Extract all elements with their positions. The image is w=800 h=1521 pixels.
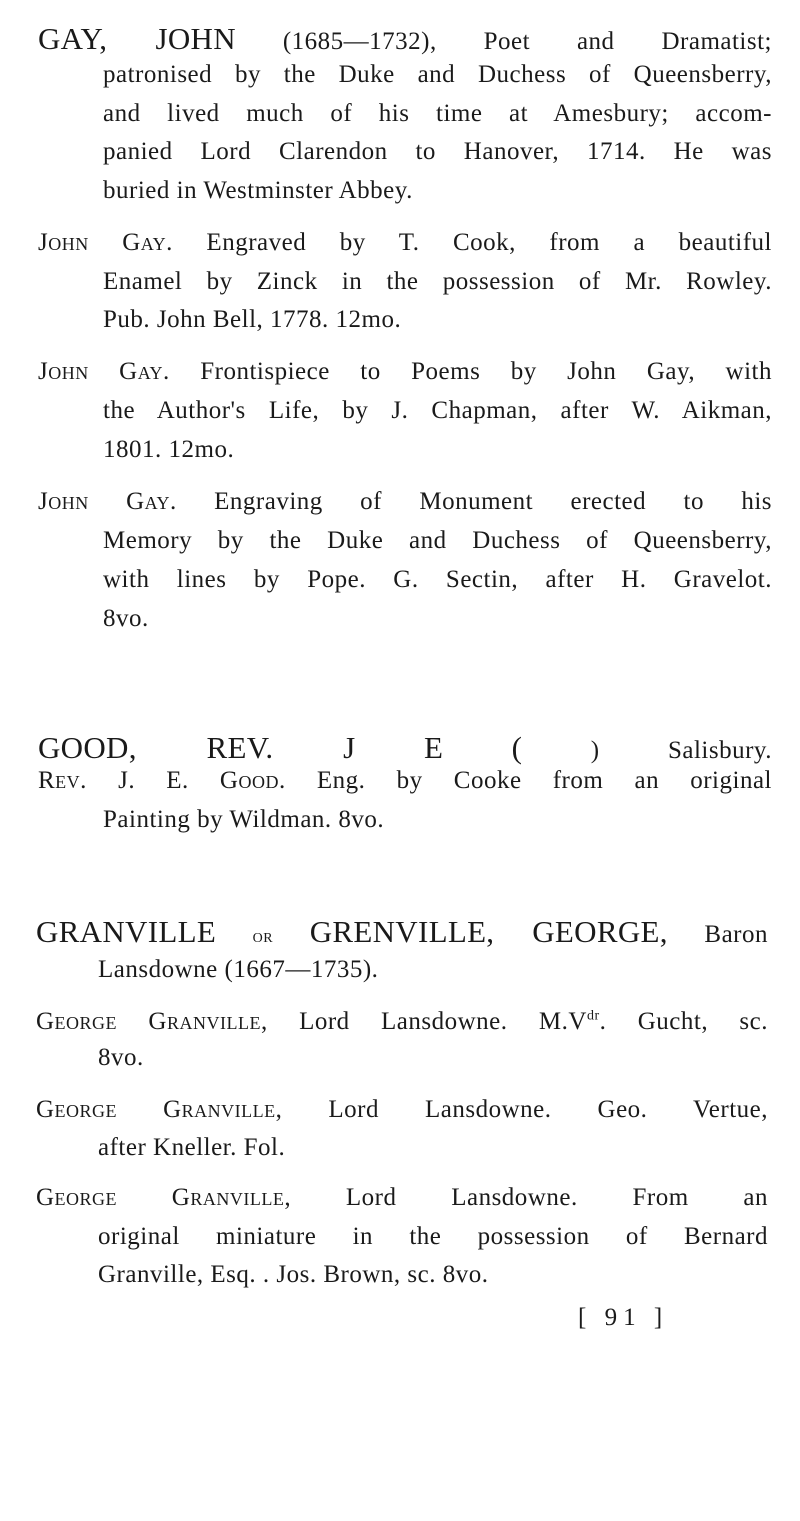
text-line: Painting by Wildman. 8vo.	[103, 806, 385, 833]
entry-text	[299, 1008, 768, 1035]
text-line: buried in Westminster Abbey.	[103, 177, 413, 204]
portrait-entry	[38, 224, 772, 262]
portrait-entry	[36, 1003, 768, 1041]
entry-text: Eng. by Cooke from an original	[316, 767, 772, 794]
heading-name-alt: GRENVILLE, GEORGE,	[309, 914, 668, 949]
text-line: with lines by Pope. G. Sectin, after H. Gravelot.	[103, 566, 772, 593]
heading-name: GAY, JOHN	[38, 21, 236, 56]
heading-name: GRANVILLE	[36, 914, 217, 949]
page-number: [ 91 ]	[578, 1304, 669, 1331]
heading-or: or	[252, 925, 274, 947]
text-line: patronised by the Duke and Duchess of Queensberry,	[103, 61, 772, 88]
entry-name: John Gay.	[38, 358, 170, 385]
text-line: after Kneller. Fol.	[98, 1134, 286, 1161]
portrait-entry	[38, 762, 772, 800]
text-line: and lived much of his time at Amesbury; accom-	[103, 100, 772, 127]
text-line: the Author's Life, by J. Chapman, after W. Aikman,	[103, 397, 772, 424]
entry-text-b: . Gucht, sc.	[599, 1008, 769, 1035]
text-line: Lansdowne (1667—1735).	[98, 956, 379, 983]
granville-heading	[36, 913, 768, 951]
entry-name: George Granville,	[36, 1096, 283, 1123]
entry-name: Rev. J. E. Good.	[38, 767, 286, 794]
text-line: Pub. John Bell, 1778. 12mo.	[103, 306, 402, 333]
portrait-entry	[36, 1179, 768, 1217]
gay-heading	[38, 20, 772, 58]
portrait-entry	[38, 483, 772, 521]
text-line: Memory by the Duke and Duchess of Queensberry,	[103, 527, 772, 554]
heading-open-paren: (	[511, 730, 523, 765]
text-line: original miniature in the possession of Bernard	[98, 1223, 768, 1250]
entry-name: George Granville,	[36, 1184, 292, 1211]
entry-text: Lord Lansdowne. Geo. Vertue,	[328, 1096, 768, 1123]
entry-text: Lord Lansdowne. From an	[345, 1184, 768, 1211]
entry-name: George Granville,	[36, 1008, 268, 1035]
text-line: 8vo.	[98, 1044, 144, 1071]
heading-name: GOOD, REV. J	[38, 730, 356, 765]
heading-dates: (1685—1732), Poet and Dramatist;	[282, 28, 772, 55]
text-line: 1801. 12mo.	[103, 436, 235, 463]
entry-name: John Gay.	[38, 488, 177, 515]
portrait-entry	[36, 1091, 768, 1129]
entry-text: Engraved by T. Cook, from a beautiful	[206, 229, 772, 256]
heading-title: Baron	[704, 921, 769, 948]
heading-initial: E	[423, 730, 444, 765]
heading-place: ) Salisbury.	[590, 737, 773, 764]
text-line: panied Lord Clarendon to Hanover, 1714. He was	[103, 138, 772, 165]
entry-text: Engraving of Monument erected to his	[214, 488, 772, 515]
entry-text: Frontispiece to Poems by John Gay, with	[200, 358, 772, 385]
entry-text-a: Lord Lansdowne. M.V	[299, 1008, 587, 1035]
entry-name: John Gay.	[38, 229, 173, 256]
text-line: Granville, Esq. . Jos. Brown, sc. 8vo.	[98, 1261, 489, 1288]
portrait-entry	[38, 353, 772, 391]
superscript: dr	[586, 1008, 600, 1024]
text-line: Enamel by Zinck in the possession of Mr. Rowley.	[103, 268, 772, 295]
text-line: 8vo.	[103, 605, 149, 632]
